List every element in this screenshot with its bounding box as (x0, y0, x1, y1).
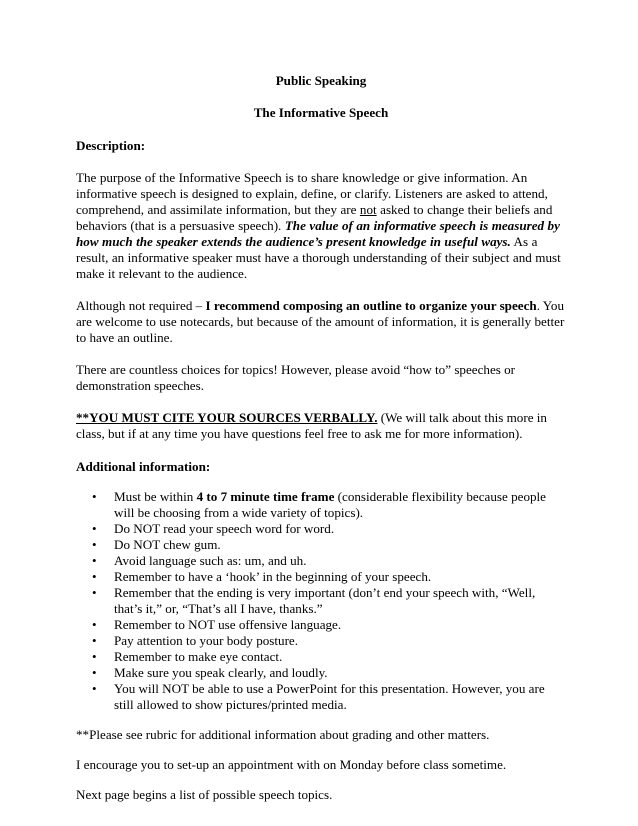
list-item: • Remember to have a ‘hook’ in the beginning of your speech. (76, 569, 566, 585)
description-text-a: The purpose of the Informative Speech is to share knowledge or give information. An informative speech is designed to explain, define, or clarify. Listeners are asked to attend, comprehend, and assimilate information, but they are (76, 170, 548, 217)
rubric-note: **Please see rubric for additional information about grading and other matters. (76, 727, 490, 742)
document-title: Public Speaking (275, 73, 367, 88)
bullet-text-b: (considerable flexibility because people will be choosing from a wide variety of topics). (114, 489, 546, 520)
bullet-text-a: Must be within (114, 489, 197, 504)
list-item: • Do NOT chew gum. (76, 537, 566, 553)
list-item: • Remember to make eye contact. (76, 649, 566, 665)
time-frame: 4 to 7 minute time frame (196, 489, 335, 504)
cite-paragraph (76, 410, 566, 442)
description-emphasis: The value of an informative speech is measured by how much the speaker extends the audience’s present knowledge in useful ways. (76, 218, 560, 249)
outline-text-a: Although not required – (76, 298, 206, 313)
list-item: • Pay attention to your body posture. (76, 633, 566, 649)
description-not-underlined: not (359, 202, 377, 217)
list-item (76, 489, 566, 521)
next-page-note: Next page begins a list of possible speech topics. (76, 787, 333, 802)
document-subtitle: The Informative Speech (253, 105, 389, 120)
topics-paragraph: There are countless choices for topics! However, please avoid “how to” speeches or demonstration speeches. (76, 362, 516, 393)
appointment-note: I encourage you to set-up an appointment with on Monday before class sometime. (76, 757, 507, 772)
description-paragraph (76, 170, 566, 282)
list-item: • Avoid language such as: um, and uh. (76, 553, 566, 569)
description-text-c: As a result, an informative speaker must have a thorough understanding of their subject and must make it relevant to the audience. (76, 234, 561, 281)
outline-recommendation: I recommend composing an outline to organize your speech (205, 298, 537, 313)
outline-paragraph (76, 298, 566, 346)
list-item: • Remember to NOT use offensive language. (76, 617, 566, 633)
list-item: • Do NOT read your speech word for word. (76, 521, 566, 537)
cite-text: (We will talk about this more in class, but if at any time you have questions feel free to ask me for more information). (76, 410, 547, 441)
outline-text-b: . You are welcome to use notecards, but because of the amount of information, it is generally better to have an outline. (76, 298, 565, 345)
additional-info-heading: Additional information: (76, 459, 211, 474)
cite-sources-warning: **YOU MUST CITE YOUR SOURCES VERBALLY. (76, 410, 378, 425)
description-heading: Description: (76, 138, 146, 153)
description-text-b: asked to change their beliefs and behaviors (that is a persuasive speech). (76, 202, 553, 233)
document-body (76, 73, 566, 803)
list-item: • Remember that the ending is very important (don’t end your speech with, “Well, that’s it,” or, “That’s all I have, thanks.” (76, 585, 566, 617)
requirements-list (76, 489, 566, 713)
list-item: • You will NOT be able to use a PowerPoint for this presentation. However, you are still allowed to show pictures/printed media. (76, 681, 566, 713)
list-item: • Make sure you speak clearly, and loudly. (76, 665, 566, 681)
